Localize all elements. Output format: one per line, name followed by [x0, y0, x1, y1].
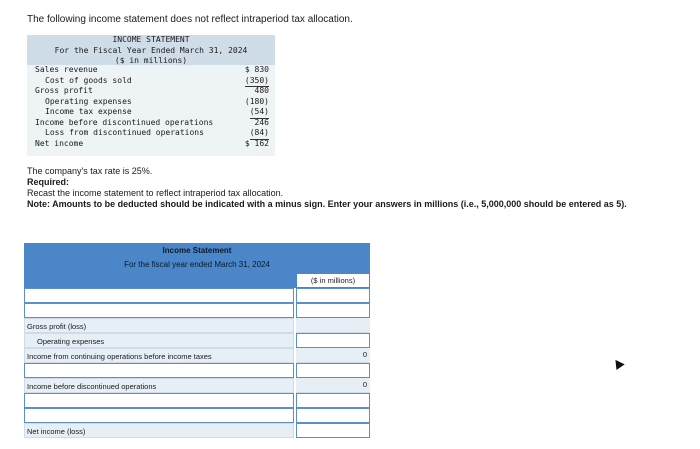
note-instruction: Note: Amounts to be deducted should be indicated with a minus sign. Enter your answers in millions (i.e., 5,000,000 should be entered as 5).	[27, 199, 627, 209]
given-statement-title: INCOME STATEMENT	[112, 35, 190, 44]
given-row-value: (180)	[244, 96, 269, 106]
given-row-value: (54)	[250, 107, 269, 119]
table-row	[24, 423, 370, 438]
given-row-value: (84)	[250, 128, 269, 140]
given-row-label: Cost of goods sold	[45, 75, 132, 85]
answer-income-statement	[24, 243, 370, 438]
given-statement-body	[27, 65, 275, 156]
table-row	[24, 303, 370, 318]
amount-input[interactable]	[296, 303, 370, 318]
given-row-value: 246	[254, 117, 269, 127]
tax-rate-text: The company's tax rate is 25%.	[27, 166, 153, 176]
given-row-label: Sales revenue	[35, 65, 98, 74]
units-column-header: ($ in millions)	[296, 273, 370, 288]
row-label: Income from continuing operations before income taxes	[24, 348, 294, 363]
row-label: Operating expenses	[24, 333, 294, 348]
computed-value: 0	[296, 348, 370, 363]
given-row-label: Gross profit	[35, 86, 93, 95]
table-row	[24, 378, 370, 393]
table-row	[24, 333, 370, 348]
given-income-statement	[27, 35, 275, 156]
amount-input[interactable]	[296, 363, 370, 378]
given-row	[27, 65, 275, 76]
given-row	[27, 118, 275, 129]
table-row	[24, 348, 370, 363]
given-row	[27, 97, 275, 108]
given-row	[27, 139, 275, 150]
amount-input[interactable]	[296, 393, 370, 408]
row-label: Gross profit (loss)	[24, 318, 294, 333]
row-label: Income before discontinued operations	[24, 378, 294, 393]
given-statement-units: ($ in millions)	[114, 56, 188, 66]
given-row-label: Operating expenses	[45, 96, 132, 106]
label-select[interactable]	[24, 288, 294, 303]
given-statement-period: For the Fiscal Year Ended March 31, 2024	[54, 45, 248, 55]
given-row-label: Income before discontinued operations	[35, 117, 214, 127]
amount-input[interactable]	[296, 408, 370, 423]
given-row	[27, 76, 275, 87]
answer-period: For the fiscal year ended March 31, 2024	[124, 260, 270, 269]
table-row	[24, 393, 370, 408]
given-row	[27, 86, 275, 97]
given-row-label: Net income	[35, 139, 84, 148]
given-row-value: (350)	[245, 76, 269, 88]
answer-header	[24, 243, 370, 273]
table-row	[24, 363, 370, 378]
computed-value	[296, 318, 370, 333]
given-row	[27, 107, 275, 118]
mouse-cursor-icon	[611, 357, 624, 370]
table-row	[24, 408, 370, 423]
amount-input[interactable]	[296, 288, 370, 303]
label-select[interactable]	[24, 393, 294, 408]
given-row-label: Loss from discontinued operations	[45, 128, 204, 137]
given-row-label: Income tax expense	[45, 107, 132, 116]
amount-input[interactable]	[296, 333, 370, 348]
intro-text: The following income statement does not reflect intraperiod tax allocation.	[27, 14, 353, 25]
given-statement-header	[27, 35, 275, 65]
computed-value: 0	[296, 378, 370, 393]
given-row-value: $ 162	[244, 139, 269, 148]
table-row	[24, 318, 370, 333]
row-label: Net income (loss)	[24, 423, 294, 438]
label-select[interactable]	[24, 363, 294, 378]
given-row-value: 480	[254, 86, 269, 95]
given-row-value: $ 830	[244, 65, 269, 74]
label-select[interactable]	[24, 408, 294, 423]
table-row	[24, 288, 370, 303]
required-label: Required:	[27, 177, 70, 187]
recast-instruction: Recast the income statement to reflect intraperiod tax allocation.	[27, 188, 284, 198]
label-select[interactable]	[24, 303, 294, 318]
given-row	[27, 128, 275, 139]
amount-input[interactable]	[296, 423, 370, 438]
answer-title: Income Statement	[162, 246, 232, 255]
